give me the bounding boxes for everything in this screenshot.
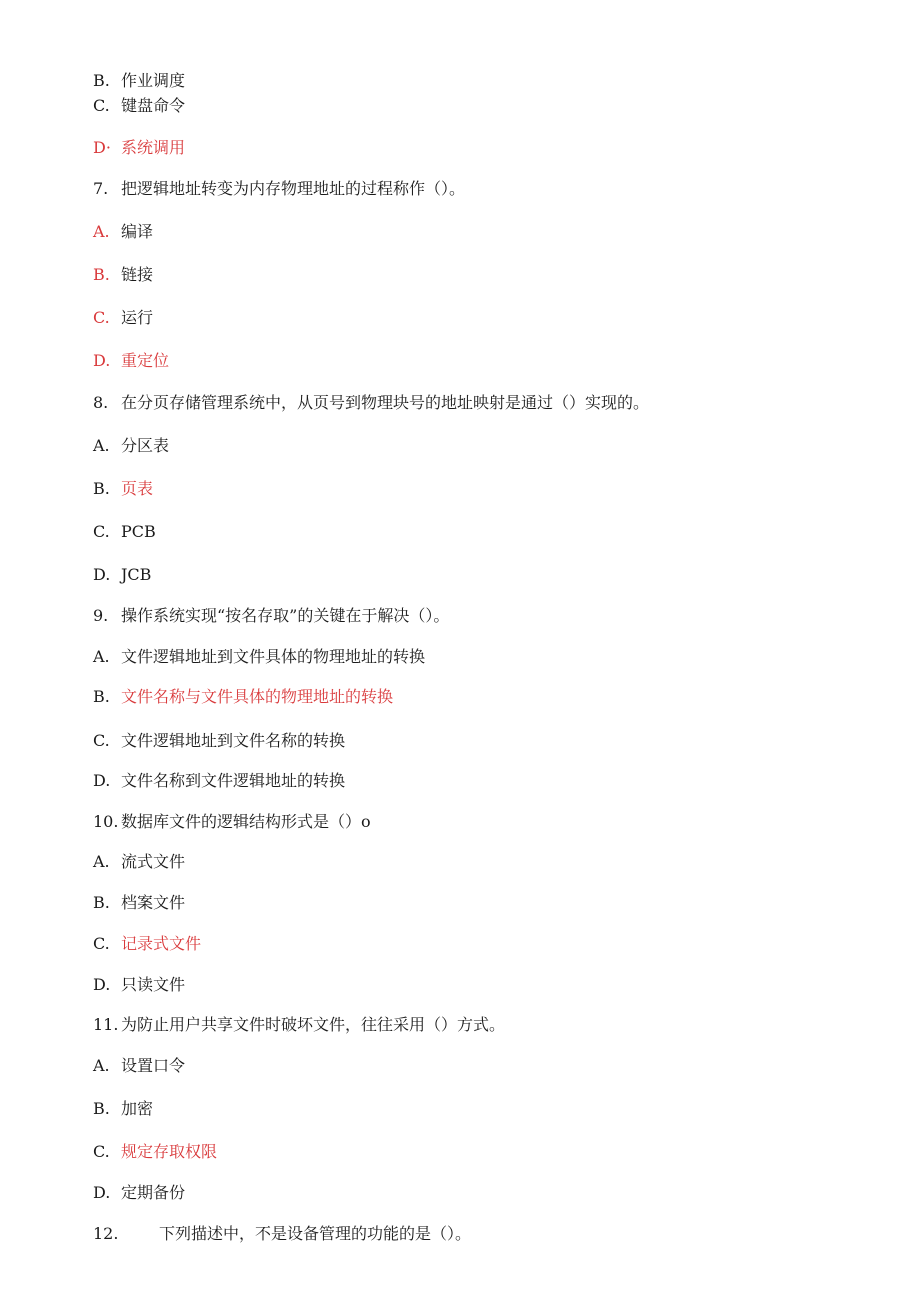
option-text: 设置口令 — [121, 1056, 186, 1075]
option-label: B. — [93, 1099, 110, 1118]
question-number: 9. — [93, 606, 109, 625]
option-text: 文件逻辑地址到文件具体的物理地址的转换 — [121, 647, 426, 666]
option-line — [93, 731, 345, 751]
option-text: 运行 — [121, 308, 154, 327]
question-text: 为防止用户共享文件时破坏文件，往往采用（）方式。 — [121, 1015, 506, 1034]
question-line — [93, 1224, 471, 1244]
option-line — [93, 771, 345, 791]
option-line — [93, 1056, 185, 1076]
option-line — [93, 1099, 153, 1119]
option-line — [93, 565, 151, 585]
option-line — [93, 522, 156, 542]
option-label: D. — [93, 771, 111, 790]
option-line — [93, 852, 185, 872]
option-line — [93, 222, 153, 242]
option-line — [93, 308, 153, 328]
option-text: PCB — [121, 522, 156, 541]
option-text: 定期备份 — [121, 1183, 186, 1202]
option-label: B. — [93, 479, 110, 498]
option-line-answer — [93, 934, 201, 954]
question-number: 8. — [93, 393, 109, 412]
option-label: C. — [93, 522, 110, 541]
option-line-answer — [93, 479, 153, 499]
option-text: 链接 — [121, 265, 154, 284]
option-label: C. — [93, 1142, 110, 1161]
question-text: 在分页存储管理系统中，从页号到物理块号的地址映射是通过（）实现的。 — [121, 393, 650, 412]
question-number: 12. — [93, 1224, 119, 1243]
option-text: JCB — [121, 565, 152, 584]
option-text: 作业调度 — [121, 71, 186, 90]
option-label: C. — [93, 731, 110, 750]
option-label: D. — [93, 565, 111, 584]
option-text: 加密 — [121, 1099, 154, 1118]
question-text: 下列描述中，不是设备管理的功能的是（）。 — [159, 1224, 472, 1243]
option-label: D. — [93, 351, 111, 370]
question-text: 数据库文件的逻辑结构形式是（）o — [121, 812, 371, 831]
option-line-answer — [93, 138, 185, 158]
option-line — [93, 975, 185, 995]
question-line — [93, 393, 649, 413]
option-line-answer — [93, 1142, 217, 1162]
option-text: 文件名称与文件具体的物理地址的转换 — [121, 687, 394, 706]
option-label: D. — [93, 975, 111, 994]
option-text: 流式文件 — [121, 852, 186, 871]
option-text: 系统调用 — [121, 138, 186, 157]
option-line-answer — [93, 687, 393, 707]
option-line — [93, 1183, 185, 1203]
option-line — [93, 71, 185, 91]
option-text: 编译 — [121, 222, 154, 241]
option-text: 键盘命令 — [121, 96, 186, 115]
option-label: A. — [93, 647, 110, 666]
option-line — [93, 436, 169, 456]
question-number: 7. — [93, 179, 109, 198]
option-text: 重定位 — [121, 351, 170, 370]
question-line — [93, 606, 449, 626]
option-text: 分区表 — [121, 436, 170, 455]
option-text: 记录式文件 — [121, 934, 202, 953]
option-text: 文件名称到文件逻辑地址的转换 — [121, 771, 346, 790]
option-label: A. — [93, 1056, 110, 1075]
question-text: 操作系统实现“按名存取”的关键在于解决（）。 — [121, 606, 450, 625]
option-line — [93, 96, 185, 116]
question-line — [93, 1015, 505, 1035]
option-label: B. — [93, 687, 110, 706]
option-line-answer — [93, 351, 169, 371]
question-line — [93, 812, 371, 832]
question-number: 10. — [93, 812, 119, 831]
option-label: C. — [93, 308, 110, 327]
option-label: A. — [93, 852, 110, 871]
option-label: A. — [93, 222, 110, 241]
option-label: C. — [93, 96, 110, 115]
option-text: 只读文件 — [121, 975, 186, 994]
option-text: 档案文件 — [121, 893, 186, 912]
option-text: 页表 — [121, 479, 154, 498]
option-label: D· — [93, 138, 111, 157]
option-line — [93, 647, 425, 667]
option-line — [93, 265, 153, 285]
option-label: C. — [93, 934, 110, 953]
option-line — [93, 893, 185, 913]
question-line — [93, 179, 465, 199]
option-text: 文件逻辑地址到文件名称的转换 — [121, 731, 346, 750]
question-number: 11. — [93, 1015, 119, 1034]
option-label: B. — [93, 893, 110, 912]
option-label: A. — [93, 436, 110, 455]
option-label: D. — [93, 1183, 111, 1202]
option-label: B. — [93, 265, 110, 284]
option-text: 规定存取权限 — [121, 1142, 218, 1161]
question-text: 把逻辑地址转变为内存物理地址的过程称作（）。 — [121, 179, 466, 198]
option-label: B. — [93, 71, 110, 90]
